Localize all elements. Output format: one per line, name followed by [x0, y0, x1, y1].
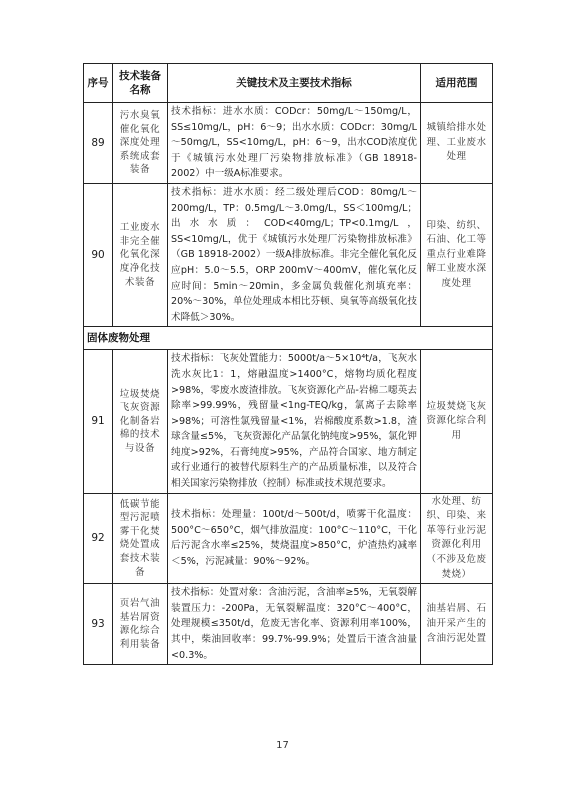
header-scope: 适用范围 [421, 64, 493, 103]
header-name: 技术装备名称 [113, 64, 168, 103]
application-scope: 城镇给排水处理、工业废水处理 [421, 103, 493, 184]
row-number: 90 [84, 183, 113, 326]
technical-indicators: 技术指标：进水水质：经二级处理后COD：80mg/L～200mg/L，TP：0.5mg/L～3.0mg/L，SS＜100mg/L；出水水质：COD<40mg/L；TP<0.1mg/L，SS<10mg/L，优于《城镇污水处理厂污染物排放标准》（GB 18918-2002）一级A排放标准。非完全催化氧化反应pH：5.0～5.5，ORP 200mV～400mV，催化氧化反应时间：5min～20min，多金属负载催化剂填充率：20%～30%，单位处理成本相比芬顿、臭氧等高级氧化技术降低＞30%。 [168, 183, 421, 326]
technical-indicators: 技术指标：进水水质：CODcr：50mg/L～150mg/L，SS≤10mg/L，pH：6～9；出水水质：CODcr：30mg/L～50mg/L，SS<10mg/L，pH：6～9，出水COD浓度优于《城镇污水处理厂污染物排放标准》（GB 18918-2002）中一级A标准要求。 [168, 103, 421, 184]
table-header-row [84, 64, 493, 103]
row-number: 93 [84, 584, 113, 665]
section-title: 固体废物处理 [84, 327, 493, 350]
application-scope: 油基岩屑、石油开采产生的含油污泥处置 [421, 584, 493, 665]
application-scope: 水处理、纺织、印染、来革等行业污泥资源化利用（不涉及危废焚烧） [421, 493, 493, 584]
equipment-name: 垃圾焚烧飞灰资源化制备岩棉的技术与设备 [113, 350, 168, 493]
page-number: 17 [276, 740, 289, 751]
row-number: 91 [84, 350, 113, 493]
equipment-name: 污水臭氧催化氧化深度处理系统成套装备 [113, 103, 168, 184]
application-scope: 印染、纺织、石油、化工等重点行业难降解工业废水深度处理 [421, 183, 493, 326]
table-row [84, 183, 493, 326]
header-no: 序号 [84, 64, 113, 103]
table-row [84, 350, 493, 493]
equipment-name: 页岩气油基岩屑资源化综合利用装备 [113, 584, 168, 665]
technical-indicators: 技术指标：处置对象：含油污泥，含油率≥5%，无氧裂解装置压力：-200Pa，无氧裂解温度：320°C～400°C，处理规模≤350t/d，危废无害化率、资源利用率100%，其中，柴油回收率：99.7%-99.9%；处置后干渣含油量<0.3%。 [168, 584, 421, 665]
header-tech: 关键技术及主要技术指标 [168, 64, 421, 103]
equipment-name: 低碳节能型污泥喷雾干化焚烧处置成套技术装备 [113, 493, 168, 584]
technology-equipment-table [83, 63, 493, 665]
technical-indicators: 技术指标：飞灰处置能力：5000t/a～5×10⁴t/a，飞灰水洗水灰比1：1，熔融温度>1400°C，熔物均质化程度>98%，零废水废渣排放。飞灰资源化产品-岩棉二噁英去除率>99.99%，残留量<1ng-TEQ/kg，氯离子去除率>98%；可溶性氯残留量<1%，岩棉酸度系数>1.8，渣球含量≤5%，飞灰资源化产品氯化钠纯度>95%，氯化钾纯度>92%，石膏纯度>95%，产品符合国家、地方制定或行业通行的被替代原料生产的产品质量标准，以及符合相关国家污染物排放（控制）标准或技术规范要求。 [168, 350, 421, 493]
technical-indicators: 技术指标：处理量：100t/d～500t/d，喷雾干化温度：500°C～650°C，烟气排放温度：100°C～110°C，干化后污泥含水率≤25%，焚烧温度>850°C，炉渣热灼减率＜5%，污泥减量：90%～92%。 [168, 493, 421, 584]
table-row [84, 584, 493, 665]
row-number: 92 [84, 493, 113, 584]
section-row [84, 327, 493, 350]
table-row [84, 493, 493, 584]
row-number: 89 [84, 103, 113, 184]
table-row [84, 103, 493, 184]
equipment-name: 工业废水非完全催化氧化深度净化技术装备 [113, 183, 168, 326]
application-scope: 垃圾焚烧飞灰资源化综合利用 [421, 350, 493, 493]
